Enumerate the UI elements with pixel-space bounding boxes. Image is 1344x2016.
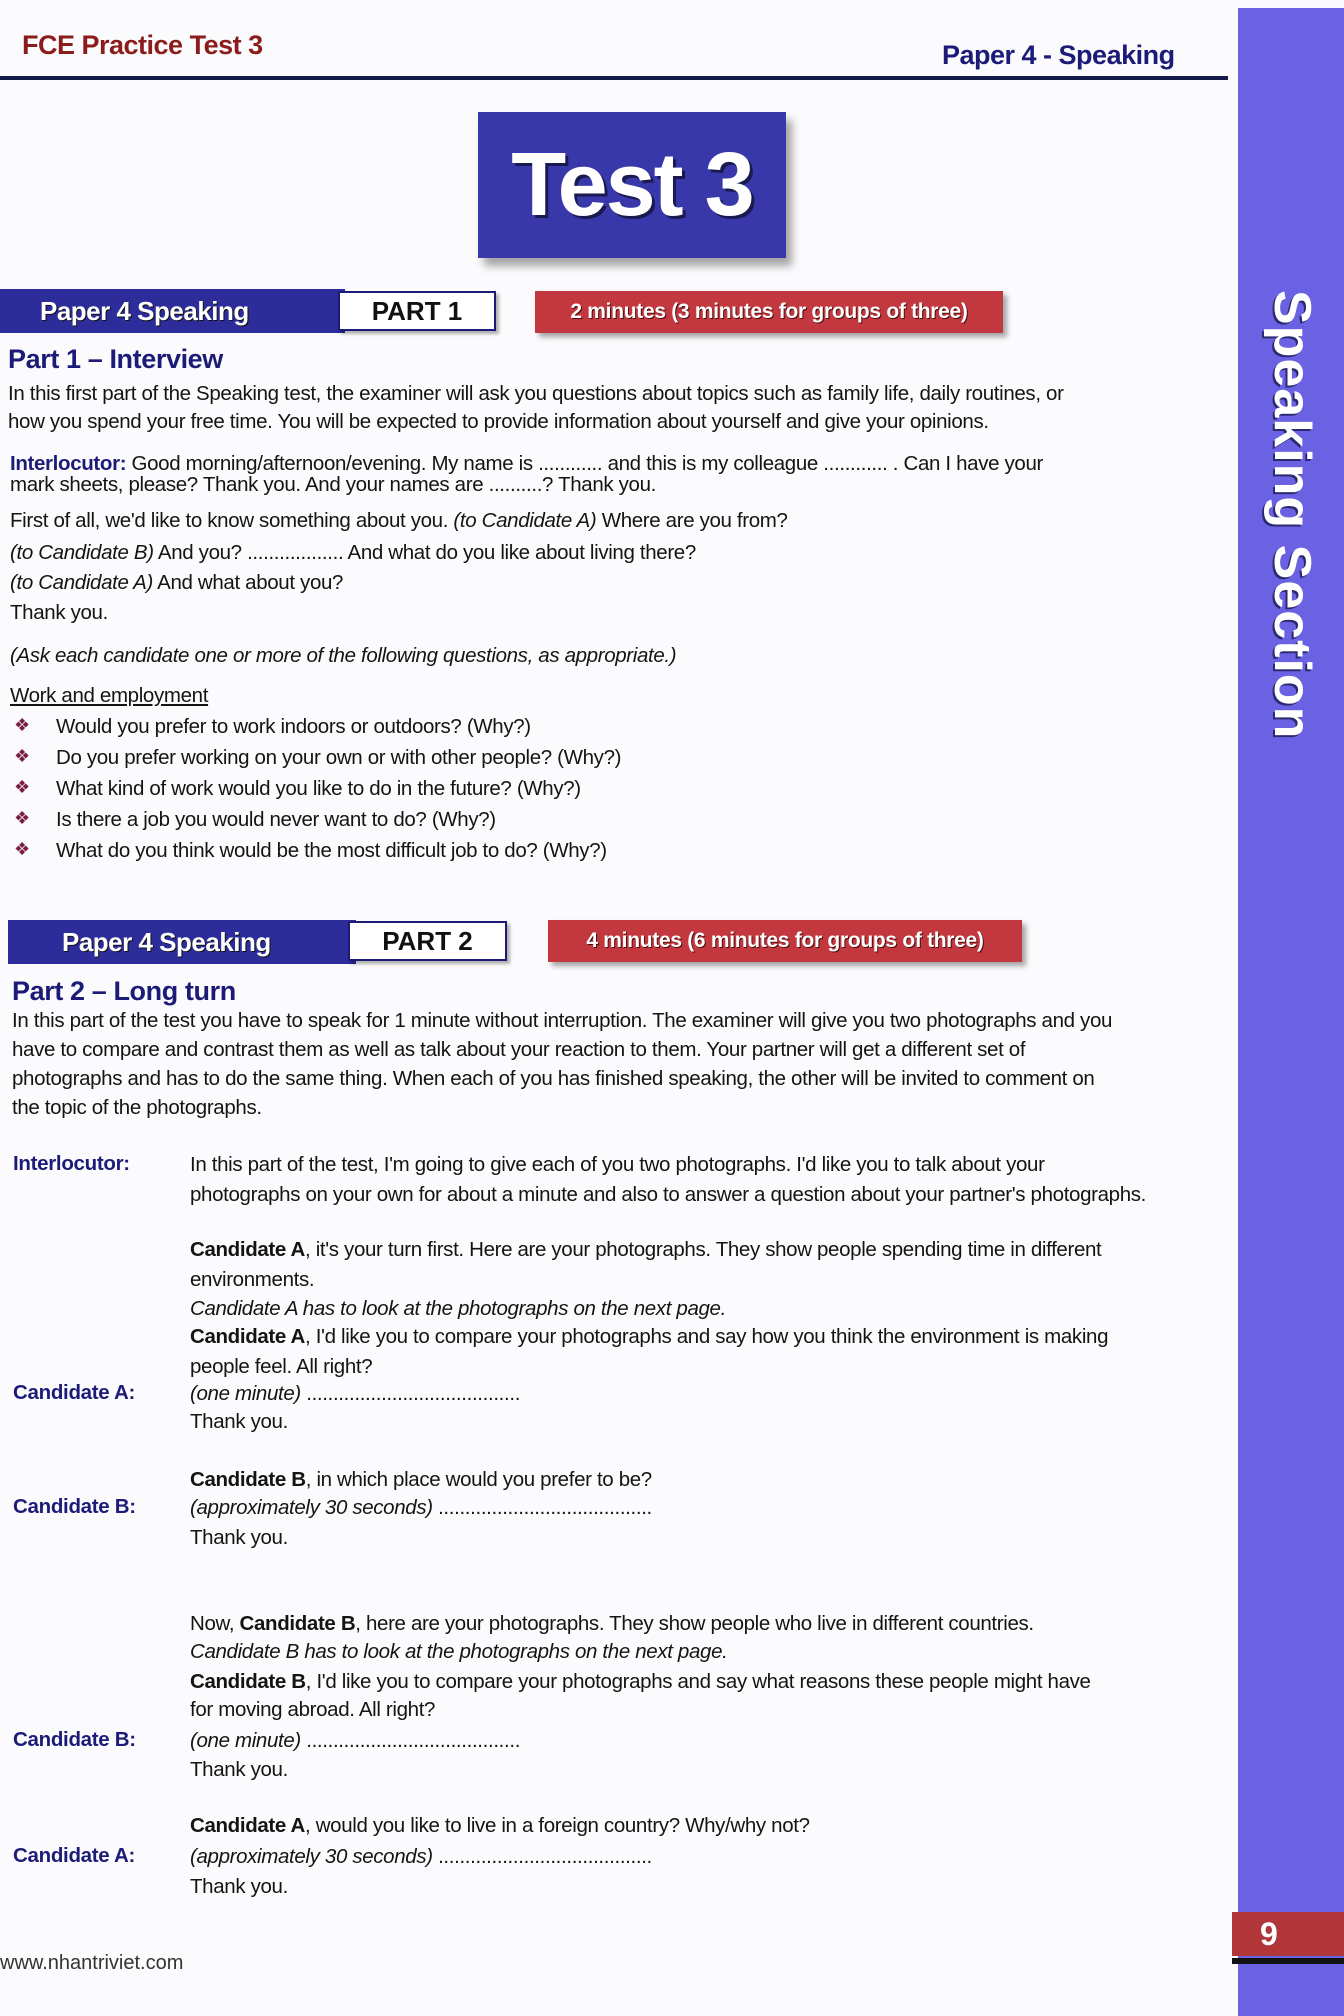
part2-dialogue-line — [190, 1467, 652, 1493]
text-segment: (Ask each candidate one or more of the following questions, as appropriate.) — [10, 644, 677, 667]
text-segment: In this part of the test you have to speak for 1 minute without interruption. The examiner will give you two photographs and you — [12, 1009, 1113, 1032]
text-segment: ........................................ — [300, 1382, 521, 1405]
text-segment: ........................................ — [432, 1496, 652, 1519]
text-segment: the topic of the photographs. — [12, 1096, 262, 1119]
part1-part-label: PART 1 — [338, 291, 496, 331]
part2-intro-line — [12, 1008, 1112, 1034]
text-segment: photographs on your own for about a minute and also to answer a question about your partner's photographs. — [190, 1183, 1147, 1206]
part2-dialogue-line — [190, 1728, 520, 1754]
diamond-bullet-icon: ❖ — [14, 777, 31, 797]
part1-dialogue-line — [10, 600, 108, 626]
part2-dialogue-line — [190, 1152, 1045, 1178]
text-segment: Thank you. — [10, 601, 108, 624]
part1-dialogue-line — [10, 570, 343, 596]
part1-intro-line — [8, 381, 1064, 407]
text-segment: (to Candidate A) — [453, 509, 597, 532]
text-segment: Candidate B has to look at the photographs on the next page. — [190, 1640, 728, 1663]
part2-paper-label: Paper 4 Speaking — [8, 920, 356, 964]
text-segment: Where are you from? — [596, 509, 788, 532]
text-segment: mark sheets, please? Thank you. And your names are ..........? Thank you. — [10, 473, 657, 496]
question-item: Do you prefer working on your own or with other people? (Why?) — [56, 746, 622, 769]
text-segment: (to Candidate B) — [10, 541, 154, 564]
book-title: FCE Practice Test 3 — [22, 30, 263, 60]
text-segment: And what about you? — [152, 571, 344, 594]
part2-dialogue-line — [190, 1669, 1091, 1695]
part2-intro-line — [12, 1066, 1094, 1092]
text-segment: Thank you. — [190, 1758, 288, 1781]
test-title: Test 3 — [511, 134, 753, 235]
question-item: Would you prefer to work indoors or outdoors? (Why?) — [56, 715, 531, 738]
section-title: Speaking Section — [1263, 290, 1321, 740]
part2-dialogue-line — [190, 1495, 652, 1521]
part2-dialogue-line — [190, 1611, 1034, 1637]
text-segment: , in which place would you prefer to be? — [305, 1468, 652, 1491]
text-segment: (to Candidate A) — [10, 571, 153, 594]
text-segment: Thank you. — [190, 1875, 288, 1898]
part2-dialogue-line — [190, 1296, 726, 1322]
text-segment: environments. — [190, 1268, 315, 1291]
part1-instruction — [10, 643, 676, 669]
part2-dialogue-line — [190, 1267, 314, 1293]
part2-dialogue-line — [190, 1757, 288, 1783]
part2-dialogue-line — [190, 1381, 520, 1407]
part2-dialogue-line — [190, 1354, 372, 1380]
question-item: What kind of work would you like to do in the future? (Why?) — [56, 777, 581, 800]
text-segment: Good morning/afternoon/evening. My name is ............ and this is my colleague ............ . Can I have your — [126, 452, 1043, 475]
part2-dialogue-line — [190, 1237, 1101, 1263]
speaker-label: Candidate B: — [13, 1495, 136, 1518]
part1-dialogue-line — [10, 540, 696, 566]
part2-part-label: PART 2 — [348, 921, 507, 961]
speaker-label: Candidate A: — [13, 1381, 136, 1404]
part1-dialogue-line — [10, 472, 656, 498]
part1-time-label: 2 minutes (3 minutes for groups of three) — [535, 291, 1003, 333]
question-item: Is there a job you would never want to do? (Why?) — [56, 808, 496, 831]
speaker-label: Interlocutor: — [13, 1152, 130, 1175]
text-segment: And you? .................. And what do you like about living there? — [153, 541, 696, 564]
part2-dialogue-line — [190, 1409, 288, 1435]
text-segment: First of all, we'd like to know something about you. — [10, 509, 454, 532]
text-segment: , would you like to live in a foreign country? Why/why not? — [305, 1814, 810, 1837]
text-segment: , I'd like you to compare your photographs and say how you think the environment is making — [305, 1325, 1109, 1348]
text-segment: Candidate B — [239, 1612, 356, 1635]
paper-title: Paper 4 - Speaking — [942, 40, 1175, 70]
text-segment: how you spend your free time. You will be expected to provide information about yourself and give your opinions. — [8, 410, 989, 433]
text-segment: Now, — [190, 1612, 240, 1635]
text-segment: Candidate A — [190, 1814, 305, 1837]
speaker-label: Candidate A: — [13, 1844, 136, 1867]
header-rule — [0, 76, 1228, 80]
website-footer: www.nhantriviet.com — [0, 1952, 184, 1974]
part2-intro-line — [12, 1037, 1025, 1063]
text-segment: (one minute) — [190, 1729, 301, 1752]
speaker-label: Candidate B: — [13, 1728, 136, 1751]
text-segment: have to compare and contrast them as well as talk about your reaction to them. Your partner will get a different set of — [12, 1038, 1026, 1061]
part1-intro-line — [8, 409, 989, 435]
text-segment: In this part of the test, I'm going to give each of you two photographs. I'd like you to talk about your — [190, 1153, 1045, 1176]
part2-dialogue-line — [190, 1874, 288, 1900]
part2-time-label: 4 minutes (6 minutes for groups of three) — [548, 920, 1022, 962]
part2-heading: Part 2 – Long turn — [12, 976, 236, 1006]
part2-dialogue-line — [190, 1697, 435, 1723]
text-segment: Candidate A has to look at the photographs on the next page. — [190, 1297, 726, 1320]
text-segment: Thank you. — [190, 1526, 288, 1549]
topic-heading: Work and employment — [10, 684, 209, 707]
question-item: What do you think would be the most difficult job to do? (Why?) — [56, 839, 607, 862]
part1-dialogue-line — [10, 508, 788, 534]
diamond-bullet-icon: ❖ — [14, 839, 31, 859]
part2-intro-line — [12, 1095, 262, 1121]
diamond-bullet-icon: ❖ — [14, 746, 31, 766]
text-segment: ........................................ — [300, 1729, 521, 1752]
text-segment: , it's your turn first. Here are your photographs. They show people spending time in different — [305, 1238, 1102, 1261]
text-segment: (approximately 30 seconds) — [190, 1496, 433, 1519]
text-segment: , I'd like you to compare your photographs and say what reasons these people might have — [305, 1670, 1091, 1693]
text-segment: ........................................ — [432, 1845, 652, 1868]
page-number: 9 — [1232, 1912, 1344, 1956]
text-segment: Interlocutor: — [10, 452, 127, 475]
text-segment: Candidate B — [190, 1468, 306, 1491]
text-segment: Candidate B — [190, 1670, 306, 1693]
text-segment: Candidate A — [190, 1238, 305, 1261]
text-segment: (approximately 30 seconds) — [190, 1845, 433, 1868]
text-segment: Thank you. — [190, 1410, 288, 1433]
part1-paper-label: Paper 4 Speaking — [0, 289, 345, 333]
part2-dialogue-line — [190, 1639, 727, 1665]
part1-heading: Part 1 – Interview — [8, 344, 223, 374]
diamond-bullet-icon: ❖ — [14, 715, 31, 735]
text-segment: for moving abroad. All right? — [190, 1698, 436, 1721]
part2-dialogue-line — [190, 1182, 1146, 1208]
text-segment: , here are your photographs. They show people who live in different countries. — [355, 1612, 1034, 1635]
text-segment: In this first part of the Speaking test, the examiner will ask you questions about topics such as family life, daily routines, or — [8, 382, 1064, 405]
part2-dialogue-line — [190, 1813, 810, 1839]
text-segment: photographs and has to do the same thing. When each of you has finished speaking, the other will be invited to comment on — [12, 1067, 1095, 1090]
test-title-box — [478, 112, 786, 258]
text-segment: Candidate A — [190, 1325, 305, 1348]
part2-dialogue-line — [190, 1844, 652, 1870]
text-segment: (one minute) — [190, 1382, 301, 1405]
text-segment: people feel. All right? — [190, 1355, 373, 1378]
page-number-underline — [1232, 1958, 1344, 1964]
part2-dialogue-line — [190, 1525, 288, 1551]
diamond-bullet-icon: ❖ — [14, 808, 31, 828]
part2-dialogue-line — [190, 1324, 1108, 1350]
